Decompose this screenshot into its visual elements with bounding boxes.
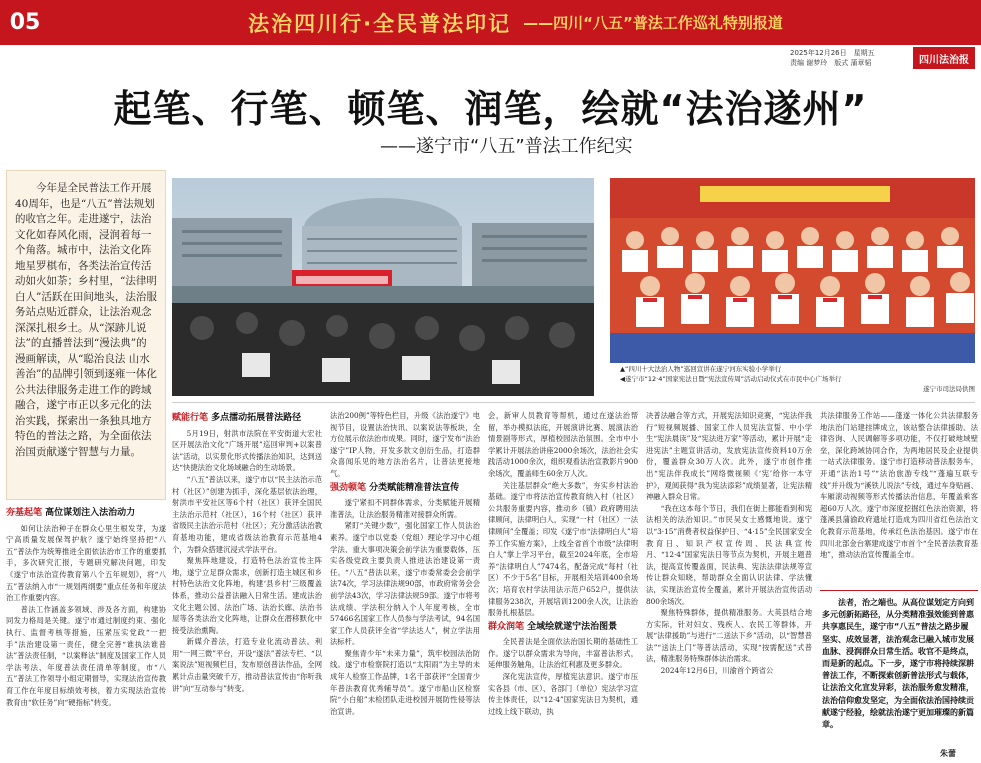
column-4 (488, 410, 638, 760)
paragraph: 遂宁紧扣不同群体需求，分类赋能开展精准普法，让法治服务精准对接群众所需。 (330, 498, 480, 519)
author-signature: 朱蕾 (940, 749, 956, 758)
page-number: 05 (9, 10, 41, 35)
paragraph: “我在这本每个节日，我们在街上都能看到和宪法相关的法治知识。”市民吴女士感慨地说。遂宁以“3·15”消费者权益保护日、“4·15”全民国家安全教育日、知识产权宣传周、民法典宣传月、“12·4”国家宪法日等节点为契机，开展主题普法，提高宣传覆盖面，民法典、宪法法律法规等宣传让群众知晓，帮助群众全面认识法律、学法懂法，实现法治宣传全覆盖，累计开展法治宣传活动800余场次。 (646, 503, 812, 606)
paragraph: 会，新审人员教育等帮机，通过在遂法治帮留，举办模拟法庭，开展演讲比赛、展演法治情景剧等形式，厚植校园法治氛围。全市中小学累计开展法治讲座2000余场次，法治社会实践活动1000余次，组织观看法治宣教影片900余场次，覆盖师生60余万人次。 (488, 411, 638, 478)
section-heading-4: 群众润笔 全域绘就遂宁法治图景 (488, 621, 618, 632)
headline: 起笔、行笔、顿笔、润笔，绘就“法治遂州” (113, 87, 868, 131)
paragraph: 紧盯“关键少数”，强化国家工作人员法治素养。遂宁市以党委（党组）理论学习中心组学法、重大事项决策会前学法为重要载体，压实各级党政主要负责人推进法治建设第一责任。“八五”普法以来，遂宁市委常委会会前学法74次，学习法律法规90部，市政府常务会会前学法43次，学习法律法规59部。遂宁市将考法成绩、学法积分纳入个人年度考核，全市57466名国家工作人员参与学法考试，94名国家工作人员获评全省“学法达人”，树立学法用法标杆。 (330, 521, 480, 647)
photo-students (610, 178, 975, 363)
paragraph: “八五”普法以来，遂宁市以“民主法治示范村（社区）”创建为抓手，深化基层依法治理，射洪市平安社区等6个村（社区）获评全国民主法治示范村（社区），16个村（社区）获评省级民主法治示范村（社区）；充分激活法治教育基地功能，建成省级法治教育示范基地4个，为群众搭建沉浸式学法平台。 (172, 474, 322, 554)
photo-captions (620, 364, 975, 394)
lead-text: 今年是全民普法工作开展40周年，也是“八五”普法规划的收官之年。走进遂宁，法治文化如春风化雨，浸润着每一个角落。城市中，法治文化阵地星罗棋布，各类法治宣传活动如火如荼；乡村里，“法律明白人”活跃在田间地头，法治服务站点贴近群众，让法治观念深深扎根乡土。从“深跡儿说法”的直播普法到“漫法典”的漫画解读，从“聪治良法 山水善治”的品牌引领到逐雍一体化公共法律服务走进工作的跨域融合，遂宁市正以多元化的法治实践，探索出一条独具地方特色的普法之路，为全面依法治国贡献遂宁智慧与力量。 (15, 182, 157, 458)
paragraph: 聚焦特殊群体，提供精准服务。大英县结合地方实际，针对妇女、残疾人、农民工等群体，开展“法律援助”与进行“二送法下乡”活动，以“智慧普法”“送法上门”等普法活动，实现“按需配送”式普法，精准服务特殊群体法治需求。 (646, 608, 812, 664)
paragraph: 聚焦阵地建设，打造特色法治宣传主阵地，遂宁立足群众需求，创新打造主城区和乡村特色法治文化阵地，构建‘县乡村’三级覆盖体系，推动公益普法融入日常生活。建成法治文化主题公园、法治广场、法治长廊、法治书屋等各类法治文化阵地，让群众在潜移默化中接受法治熏陶。 (172, 556, 322, 635)
subheadline: ——遂宁市“八五”普法工作纪实 (380, 136, 633, 157)
issue-date: 2025年12月26日 星期五 (790, 49, 875, 57)
paragraph: 共法律服务工作站——蓬遂一体化公共法律服务地法治门站建挂牌成立，该站整合法律援助、法律咨询、人民调解等多项功能，不仅打破地域壁垒，深化跨域协同合作，为两地居民及企业提供一站式法律服务。遂宁市打造移动普法服务车，开通“法治1号”“法治旅游专线”“蓬遍互联专线”并升级为“溪铁儿说法”专线，通过车身贴画、车厢滚动视频等形式传播法治信息，年覆盖乘客超60万人次。遂宁市深度挖掘红色法治资源，将蓬溪县蒲渝政府遗址打造成为四川省红色法治文化教育示范基地，传承红色法治基因。遂宁市在四川北部金台寨建成遂宁市首个“全民普法教育基地”，推动法治宣传覆盖全市。 (820, 411, 978, 560)
paragraph: 如何让法治种子在群众心里生根发芽，为遂宁高质量发展保驾护航？遂宁始终坚持把“八五”普法作为统筹推进全面依法治市工作的重要抓手，多次研究汇报，专题研究解决问题，印发《遂宁市法治宣传教育第八个五年规划》，将“八五”普法纳入市“一规划两纲要”重点任务和年度法治工作重要内容。 (6, 523, 166, 603)
column-5 (646, 410, 812, 760)
issue-meta (790, 48, 910, 68)
column-6 (820, 410, 978, 585)
section-heading-1: 夯基起笔 高位谋划注入法治动力 (6, 508, 136, 518)
paragraph: 关注基层群众“绝大多数”，夯实乡村法治基础。遂宁市将法治宣传教育纳入村（社区）公共服务重要内容，推动乡（镇）政府聘用法律顾问，法律明白人，实现“一村（社区）一法律顾问”全覆盖；印发《遂宁市“法律明白人”培养工作实施方案》，上线全省首个市级“法律明白人”掌上学习平台，截至2024年底，全市培养“法律明白人”7474名，配备完成“每村（社区）不少于5名”目标，开展相关培训400余场次；培育农村学法用法示范户652户，提供法律服务238次，开展培训1200余人次，让法治服务扎根基层。 (488, 480, 638, 618)
banner-subtitle: ——四川“八五”普法工作巡礼特别报道 (523, 14, 783, 32)
caption-students: ▲“四川十大法治人物”巡回宣讲在遂宁河东实验小学举行 (620, 365, 782, 373)
paragraph: 2024年12月6日，川渝首个跨省公 (660, 666, 774, 676)
divider (172, 402, 975, 403)
section-heading-3: 强劲顿笔 分类赋能精准普法宣传 (330, 482, 460, 493)
ceremony-image (172, 178, 594, 396)
banner (50, 0, 981, 45)
paragraph: 深化宪法宣传，厚植宪法意识。遂宁市压实各县（市、区）、各部门（单位）宪法学习宣传主体责任，以“12·4”国家宪法日为契机，通过线上线下联动，执 (488, 672, 638, 716)
caption-ceremony: ◀遂宁市“12·4”国家宪法日暨“宪法宣传周”活动启动仪式在市民中心广场举行 (620, 375, 842, 383)
students-image (610, 178, 975, 363)
column-2 (172, 410, 322, 760)
banner-title: 法治四川行·全民普法印记 (248, 11, 512, 36)
section-heading-2: 赋能行笔 多点擂动拓展普法路径 (172, 413, 302, 423)
newspaper-logo: 四川法治报 (913, 47, 975, 69)
paragraph: 聚焦青少年“未来力量”，筑牢校园法治防线。遂宁市检察院打造以“太阳雨”为主导的未成年人检察工作品牌，1名干部获评“全国青少年普法教育优秀辅导员”。遂宁市船山区检察院“小白船”未检团队走进校园开展防性侵等法治宣讲。 (330, 648, 480, 716)
editor-credit: 责编 谢梦玲 版式 蒲章韬 (790, 59, 872, 67)
column-3 (330, 410, 480, 760)
paragraph: 新媒介普法，打造专业化流动普法。利用“一网三微”平台，开设“遂法”普法专栏、“以案说法”短视频栏目，发布原创普法作品，全网累计点击量突破千万，推动普法宣传由“你听我讲”向“互动参与”转变。 (172, 637, 322, 693)
paragraph: 普法工作涵盖多领域、涉及各方面，构建协同发力格局是关键。遂宁市通过制度约束、强化执行、监督考核等措施，压紧压实党政“一把手”法治建设第一责任，健全完善“谁执法谁普法”普法责任制，“以案释法”制度及国家工作人员学法考法、年度普法责任清单等制度，市“八五”普法工作领导小组定期督导，实现法治宣传教育工作在年度目标绩效考核，着力实现法治宣传教育由“软任务”向“硬指标”转变。 (6, 604, 166, 707)
masthead-bar (0, 0, 981, 45)
lead-box (6, 170, 166, 500)
column-1 (6, 505, 166, 760)
paragraph: 全民普法是全面依法治国长期的基础性工作。遂宁以群众需求为导向，丰富普法形式，延伸服务触角，让法治红利惠及更多群众。 (488, 637, 638, 670)
closing-text: 法者，治之端也。从高位谋划定方向到多元创新拓路径，从分类精准强效能到普惠共享惠民生，遂宁市“八五”普法之路步履坚实、成效显著，法治观念已融入城市发展血脉、浸润群众日常生活。收官不是终点，而是新的起点。下一步，遂宁市将持续深耕普法工作，不断探索创新普法形式与载体，让法治文化宣发异彩，法治服务愈发精准，法治信仰愈发坚定，为全面依法治国持续贡献遂宁经验，绘就法治遂宁更加璀璨的新篇章。 (822, 598, 974, 730)
photo-credit: 遂宁市司法局供图 (923, 385, 975, 393)
paragraph: 决普法融合等方式，开展宪法知识竞赛，“宪法伴我行”短视频展播、国家工作人员宪法宣誓、中小学生“宪法晨读”及“宪法进万家”等活动，累计开展“走进宪法”主题宣讲活动，发放宪法宣传资料10万余份，覆盖群众30万人次。此外，遂宁市创作推出“宪法伴我成长”网络微视频《‘宪’给你一本守护》，观阅获得“我为宪法添彩”成绩显著，让宪法精神融入群众日常。 (646, 411, 812, 502)
paragraph: 5月19日，射洪市法院在平安街道大宏社区开展法治文化“广场开展”巡回审判+以案普法”活动，以实景化形式传播法治知识，达到送达“快捷法治文化场域融合的生动场景。 (172, 428, 322, 473)
paragraph: 法治200例”等特色栏目，升级《法治遂宁》电视节目，设置法治快讯、以案说法等板块，全方位展示依法治市成果。同时，遂宁发布“法治遂宁”IP人物，开发多款文创衍生品，打造群众喜闻乐见的地方法治名片，让普法更接地气。 (330, 411, 480, 478)
photo-ceremony (172, 178, 594, 396)
closing-remarks (820, 590, 978, 762)
